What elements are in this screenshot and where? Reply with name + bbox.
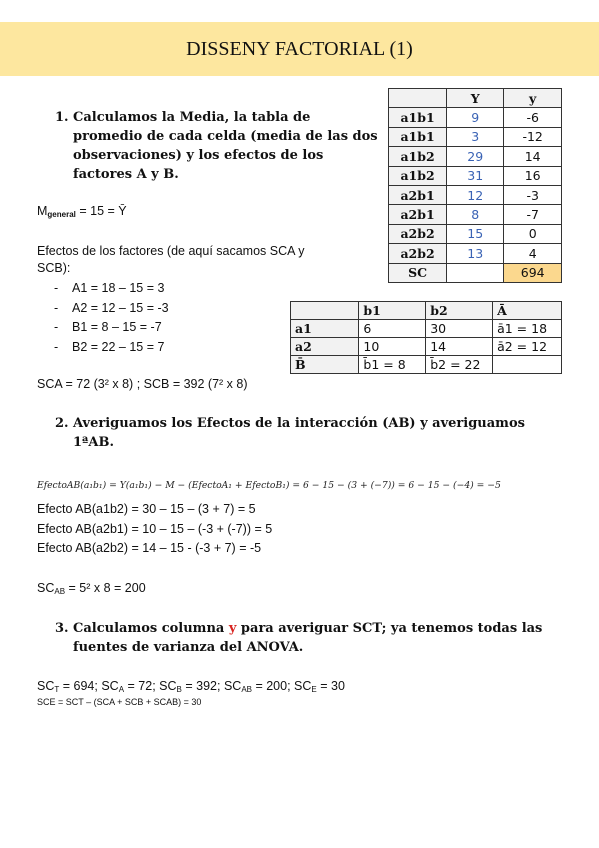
y-value: 3 <box>447 127 504 146</box>
sc-row <box>389 263 562 282</box>
section-2-number: 2. <box>55 416 69 431</box>
y-deviation: -3 <box>504 185 562 204</box>
summary-part <box>224 679 294 693</box>
table-row <box>389 205 562 224</box>
sc-value: = 694; <box>59 679 102 693</box>
y-deviation: 16 <box>504 166 562 185</box>
effects-intro <box>37 243 305 277</box>
y-deviation: -6 <box>504 108 562 127</box>
summary-part <box>159 679 224 693</box>
header-cell: Ā <box>493 302 562 320</box>
effect-text: A2 = 12 – 15 = -3 <box>72 300 169 315</box>
effect-text: A1 = 18 – 15 = 3 <box>72 281 165 295</box>
table-cell: 14 <box>426 338 493 356</box>
table-row <box>291 356 562 374</box>
highlighted-y: y <box>228 621 237 636</box>
section-1-line: promedio de cada celda (media de las dos <box>73 129 378 144</box>
scab-line <box>37 580 146 600</box>
section-2-line: Averiguamos los Efectos de la interacción (AB) y averiguamos <box>73 416 525 431</box>
effect-item: - B2 = 22 – 15 = 7 <box>54 339 165 354</box>
table-header-row <box>291 302 562 320</box>
effects-intro-line: SCB): <box>37 261 71 275</box>
sc-value: = 30 <box>316 679 345 693</box>
y-value: 12 <box>447 185 504 204</box>
section-1-line: observaciones) y los efectos de los <box>73 148 324 163</box>
section-1-line: factores A y B. <box>73 167 179 182</box>
table-row <box>389 108 562 127</box>
y-value: 9 <box>447 108 504 127</box>
interaction-line: Efecto AB(a2b2) = 14 – 15 - (-3 + 7) = -5 <box>37 541 262 555</box>
effects-intro-line: Efectos de los factores (de aquí sacamos SCA y <box>37 244 305 258</box>
y-deviation: 0 <box>504 224 562 243</box>
sc-symbol: SC <box>159 679 177 693</box>
table-cell: b̄2 = 22 <box>426 356 493 374</box>
mean-symbol: M <box>37 204 48 218</box>
table-row <box>389 166 562 185</box>
header-cell <box>291 302 359 320</box>
table-row <box>389 127 562 146</box>
table-row <box>389 185 562 204</box>
y-value: 13 <box>447 244 504 263</box>
effect-item: - B1 = 8 – 15 = -7 <box>54 320 162 334</box>
sca-scb-line: SCA = 72 (3² x 8) ; SCB = 392 (7² x 8) <box>37 377 248 391</box>
scab-value: = 5² x 8 = 200 <box>65 581 146 595</box>
sc-symbol: SC <box>101 679 119 693</box>
sc-value: = 200; <box>251 679 295 693</box>
effects-list <box>54 279 169 357</box>
section-3-line <box>73 619 573 638</box>
table-cell: b̄1 = 8 <box>359 356 426 374</box>
effect-item: - A2 = 12 – 15 = -3 <box>54 300 169 315</box>
scab-subscript: AB <box>54 587 66 596</box>
row-label: a1b2 <box>389 147 447 166</box>
row-label: a2b1 <box>389 185 447 204</box>
sc-empty-cell <box>447 263 504 282</box>
table-row <box>389 224 562 243</box>
section-3-text: para averiguar SCT; ya tenemos todas las <box>236 621 543 636</box>
y-value: 29 <box>447 147 504 166</box>
sc-symbol: SC <box>294 679 312 693</box>
summary-part <box>294 679 345 693</box>
sc-subscript: B <box>176 685 182 694</box>
summary-part <box>101 679 159 693</box>
row-label: B̄ <box>291 356 359 374</box>
sc-subscript: T <box>54 685 60 694</box>
header-cell: b2 <box>426 302 493 320</box>
scab-symbol: SC <box>37 581 55 595</box>
interaction-lines <box>37 500 272 559</box>
sc-symbol: SC <box>37 679 55 693</box>
row-label: a2 <box>291 338 359 356</box>
section-3-text: Calculamos columna <box>73 621 229 636</box>
page-title: DISSENY FACTORIAL (1) <box>186 38 413 60</box>
row-label: a1 <box>291 320 359 338</box>
sc-value: 694 <box>504 263 562 282</box>
row-label: a2b2 <box>389 224 447 243</box>
observations-table <box>388 88 562 283</box>
table-row <box>291 338 562 356</box>
effect-item: - A1 = 18 – 15 = 3 <box>54 281 165 295</box>
row-label: a1b2 <box>389 166 447 185</box>
table-row <box>291 320 562 338</box>
section-3-line: fuentes de varianza del ANOVA. <box>73 640 304 655</box>
sc-symbol: SC <box>223 679 242 693</box>
row-label: a2b2 <box>389 244 447 263</box>
mean-subscript: general <box>47 210 76 219</box>
y-value: 15 <box>447 224 504 243</box>
sce-formula-line: SCE = SCT – (SCA + SCB + SCAB) = 30 <box>37 697 202 707</box>
y-deviation: -7 <box>504 205 562 224</box>
row-label: a1b1 <box>389 108 447 127</box>
effect-text: B2 = 22 – 15 = 7 <box>72 339 165 354</box>
table-cell: 10 <box>359 338 426 356</box>
cell-means-table <box>290 301 562 374</box>
header-cell: y <box>504 89 562 108</box>
header-cell: b1 <box>359 302 426 320</box>
y-deviation: 4 <box>504 244 562 263</box>
table-header-row <box>389 89 562 108</box>
y-value: 8 <box>447 205 504 224</box>
effect-text: B1 = 8 – 15 = -7 <box>72 320 162 334</box>
section-1-line: Calculamos la Media, la tabla de <box>73 110 311 125</box>
section-2-line: 1ªAB. <box>73 435 114 450</box>
row-label: a2b1 <box>389 205 447 224</box>
sc-subscript: AB <box>241 685 252 694</box>
interaction-formula: EfectoAB(a₁b₁) = Y(a₁b₁) − M − (EfectoA₁ + EfectoB₁) = 6 − 15 − (3 + (−7)) = 6 − 15 − (−4) = −5 <box>37 480 501 491</box>
section-1-number: 1. <box>55 110 69 125</box>
summary-part <box>37 679 101 693</box>
mean-value: = 15 = Ȳ <box>75 204 127 218</box>
row-label: a1b1 <box>389 127 447 146</box>
sc-label: SC <box>389 263 447 282</box>
table-cell: 6 <box>359 320 426 338</box>
table-cell: ā2 = 12 <box>493 338 562 356</box>
table-cell: ā1 = 18 <box>493 320 562 338</box>
interaction-line: Efecto AB(a2b1) = 10 – 15 – (-3 + (-7)) = 5 <box>37 521 273 536</box>
y-value: 31 <box>447 166 504 185</box>
header-cell <box>389 89 447 108</box>
sc-subscript: A <box>118 685 125 694</box>
interaction-line: Efecto AB(a1b2) = 30 – 15 – (3 + 7) = 5 <box>37 502 256 516</box>
anova-summary-line <box>37 678 345 698</box>
y-deviation: -12 <box>504 127 562 146</box>
table-row <box>389 244 562 263</box>
general-mean-line <box>37 203 127 223</box>
header-cell: Y <box>447 89 504 108</box>
y-deviation: 14 <box>504 147 562 166</box>
sc-value: = 72; <box>124 679 160 693</box>
table-cell: 30 <box>426 320 493 338</box>
sc-value: = 392; <box>181 679 224 693</box>
sc-subscript: E <box>311 685 317 694</box>
section-3-number: 3. <box>55 621 69 636</box>
table-row <box>389 147 562 166</box>
table-cell <box>493 356 562 374</box>
